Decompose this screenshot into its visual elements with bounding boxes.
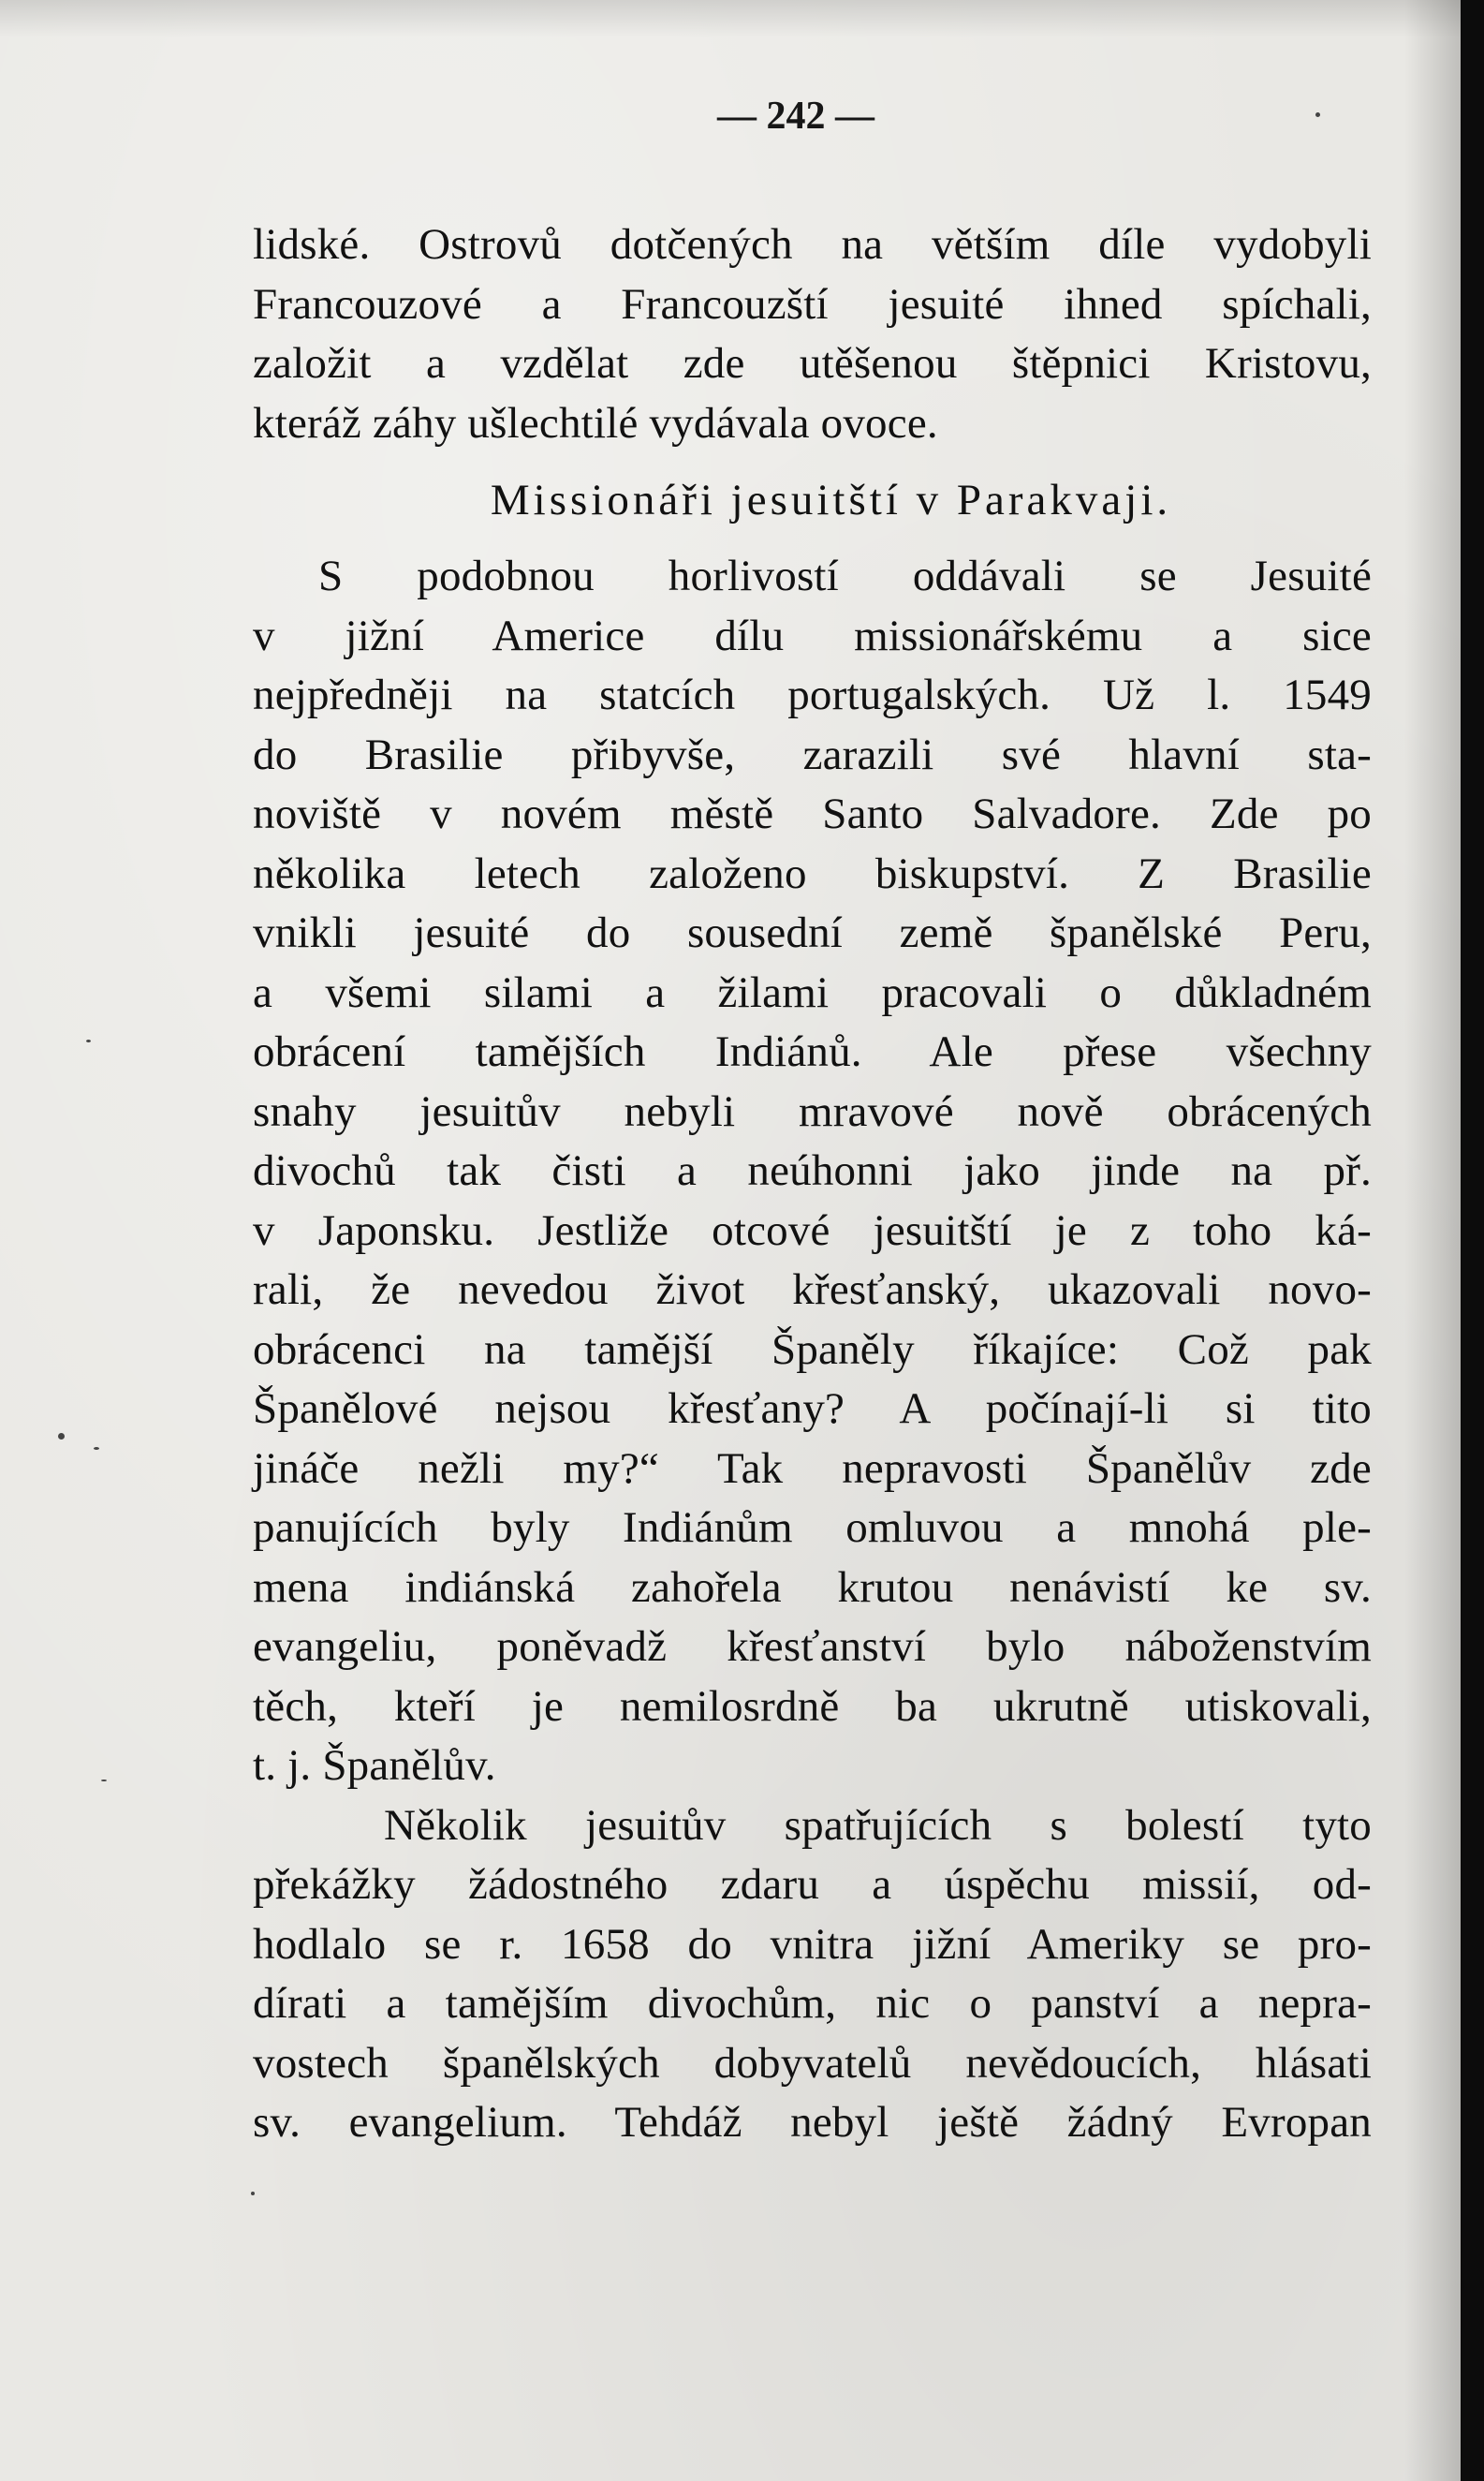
text-line: S podobnou horlivostí oddávali se Jesuité xyxy=(318,552,1372,600)
top-shadow xyxy=(0,0,1461,37)
text-line: mena indiánská zahořela krutou nenávistí ke sv. xyxy=(253,1562,1372,1612)
text-line: hodlalo se r. 1658 do vnitra jižní Ameriky se pro- xyxy=(253,1919,1372,1969)
text-line: divochů tak čisti a neúhonni jako jinde na př. xyxy=(253,1146,1372,1195)
text-line: obrácenci na tamější Španěly říkajíce: Což pak xyxy=(253,1324,1372,1374)
text-line: noviště v novém městě Santo Salvadore. Zde po xyxy=(253,790,1372,838)
scan-speck xyxy=(86,1040,91,1042)
page-number: — 242 — xyxy=(717,95,874,138)
text-line: t. j. Španělův. xyxy=(253,1741,496,1790)
text-line: jináče nežli my?“ Tak nepravosti Španělův zde xyxy=(253,1443,1372,1493)
text-line: v jižní Americe dílu missionářskému a sice xyxy=(253,611,1372,660)
scan-speck xyxy=(251,2192,255,2195)
text-line: evangeliu, poněvadž křesťanství bylo náboženstvím xyxy=(253,1622,1372,1671)
scan-speck xyxy=(1315,112,1320,117)
text-line: snahy jesuitův nebyli mravové nově obrácených xyxy=(253,1086,1372,1136)
text-line: obrácení tamějších Indiánů. Ale přese všechny xyxy=(253,1027,1372,1076)
text-line: Španělové nejsou křesťany? A počínají-li si tito xyxy=(253,1384,1372,1433)
text-line: nejpředněji na statcích portugalských. Už l. 1549 xyxy=(253,671,1372,719)
body-text xyxy=(253,215,1372,2153)
text-line: do Brasilie přibyvše, zarazili své hlavní sta- xyxy=(253,730,1372,779)
text-line: vostech španělských dobyvatelů nevědoucích, hlásati xyxy=(253,2038,1372,2088)
text-line: rali, že nevedou život křesťanský, ukazovali novo- xyxy=(253,1265,1372,1314)
text-line: založit a vzdělat zde utěšenou štěpnici Kristovu, xyxy=(253,339,1372,388)
text-line: v Japonsku. Jestliže otcové jesuitští je z toho ká- xyxy=(253,1205,1372,1255)
text-line: dírati a tamějším divochům, nic o panství a nepra- xyxy=(253,1979,1372,2028)
text-line: sv. evangelium. Tehdáž nebyl ještě žádný Evropan xyxy=(253,2098,1372,2147)
text-line: kteráž záhy ušlechtilé vydávala ovoce. xyxy=(253,398,938,448)
text-line: Několik jesuitův spatřujících s bolestí tyto xyxy=(384,1800,1372,1850)
scan-speck xyxy=(101,1780,107,1781)
text-line: lidské. Ostrovů dotčených na větším díle vydobyli xyxy=(253,220,1372,269)
text-line: Francouzové a Francouzští jesuité ihned spíchali, xyxy=(253,279,1372,329)
text-line: několika letech založeno biskupství. Z Brasilie xyxy=(253,849,1372,898)
scan-speck xyxy=(58,1433,65,1440)
text-line: a všemi silami a žilami pracovali o důkladném xyxy=(253,967,1372,1017)
section-heading: Missionáři jesuitští v Parakvaji. xyxy=(490,476,1172,524)
scan-speck xyxy=(94,1447,99,1450)
text-line: panujících byly Indiánům omluvou a mnohá ple- xyxy=(253,1503,1372,1552)
text-line: vnikli jesuité do sousední země španělské Peru, xyxy=(253,908,1372,957)
page-edge-shadow xyxy=(1404,0,1461,2481)
text-line: těch, kteří je nemilosrdně ba ukrutně utiskovali, xyxy=(253,1681,1372,1731)
text-line: překážky žádostného zdaru a úspěchu missií, od- xyxy=(253,1860,1372,1909)
